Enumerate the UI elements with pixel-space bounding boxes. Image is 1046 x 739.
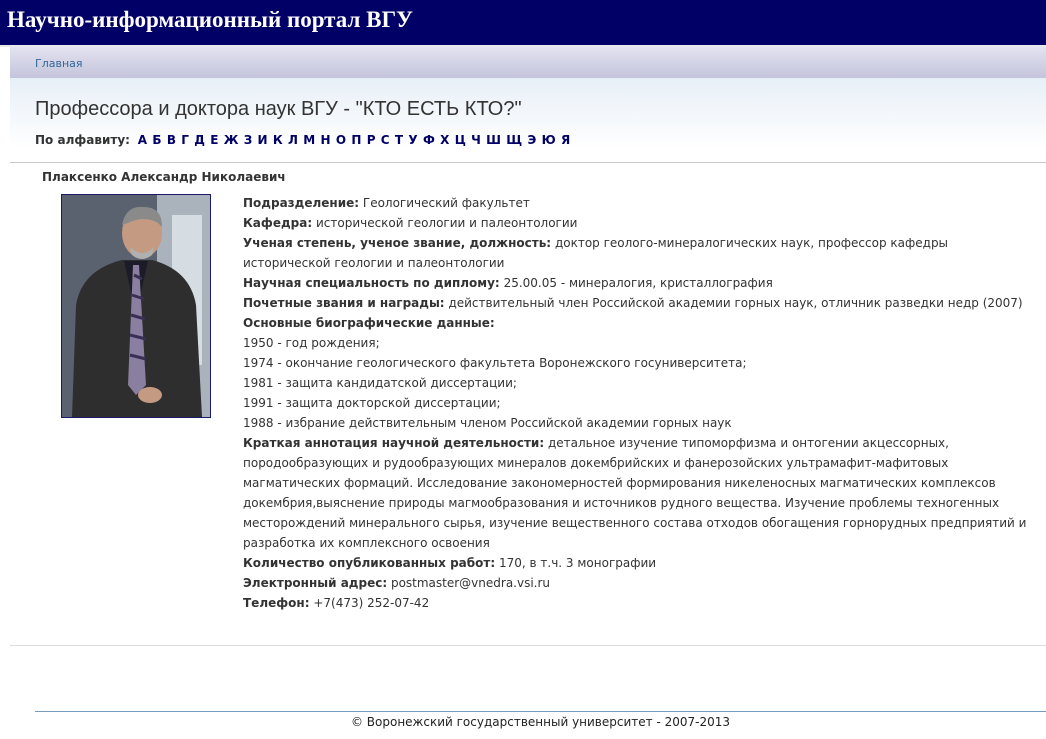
email-row: Электронный адрес: postmaster@vnedra.vsi.ru [243,576,551,590]
department-row: Подразделение: Геологический факультет [243,196,530,210]
bio-heading: Основные биографические данные: [243,316,495,330]
breadcrumb-bar [10,47,1046,78]
phone-value: +7(473) 252-07-42 [313,596,430,610]
bio-item: 1950 - год рождения; [243,336,380,350]
letter-link[interactable]: Х [440,133,450,147]
letter-link[interactable]: Л [287,133,298,147]
person-photo [61,194,211,418]
specialty-value: 25.00.05 - минералогия, кристаллография [503,276,773,290]
letter-link[interactable]: Б [152,133,162,147]
letter-link[interactable]: Д [194,133,205,147]
annotation-value: детальное изучение типоморфизма и онтогении акцессорных, породообразующих и рудообразующих минералов докембрийских и фанерозойских ультрамафит-мафитовых магматических формаций. Исследование закономерностей формирования никеленосных магматических комплексов докембрия,выяснение природы магмообразования и источников рудного вещества. Изучение проблемы техногенных месторождений минерального сырья, изучение вещественного состава отходов обогащения горнорудных предприятий и разработка их комплексного освоения [243,436,1027,550]
portrait-image [62,195,210,417]
department-value: Геологический факультет [362,196,530,210]
alphabet-index [35,133,576,147]
bio-item: 1981 - защита кандидатской диссертации; [243,376,517,390]
person-name: Плаксенко Александр Николаевич [42,170,286,184]
site-title: Научно-информационный портал ВГУ [7,7,413,32]
bio-item: 1988 - избрание действительным членом Российской академии горных наук [243,416,732,430]
chair-row: Кафедра: исторической геологии и палеонтологии [243,216,578,230]
letter-link[interactable]: О [335,133,347,147]
divider [10,162,1046,163]
content-bottom-border [10,645,1046,646]
alphabet-letters [138,133,576,147]
letter-link[interactable]: Ж [223,133,239,147]
letter-link[interactable]: А [137,133,148,147]
letter-link[interactable]: З [243,133,253,147]
letter-link[interactable]: Щ [506,133,523,147]
letter-link[interactable]: Э [527,133,537,147]
publications-row: Количество опубликованных работ: 170, в т.ч. 3 монографии [243,556,657,570]
awards-value: действительный член Российской академии горных наук, отличник разведки недр (2007) [448,296,1023,310]
publications-value: 170, в т.ч. 3 монографии [498,556,657,570]
letter-link[interactable]: Г [181,133,189,147]
letter-link[interactable]: Ш [486,133,501,147]
awards-row: Почетные звания и награды: действительный член Российской академии горных наук, отличник разведки недр (2007) [243,296,1023,310]
chair-value: исторической геологии и палеонтологии [315,216,578,230]
letter-link[interactable]: В [166,133,176,147]
letter-link[interactable]: Р [366,133,376,147]
letter-link[interactable]: У [408,133,418,147]
site-header [0,0,1046,45]
letter-link[interactable]: Т [394,133,404,147]
alphabet-label: По алфавиту: [35,133,130,147]
email-value[interactable]: postmaster@vnedra.vsi.ru [390,576,551,590]
footer-copyright: © Воронежский государственный университет - 2007-2013 [350,715,731,729]
bio-item: 1991 - защита докторской диссертации; [243,396,501,410]
letter-link[interactable]: Е [210,133,219,147]
footer-divider [35,711,1046,712]
letter-link[interactable]: П [351,133,362,147]
letter-link[interactable]: Ю [541,133,556,147]
letter-link[interactable]: Ц [454,133,466,147]
letter-link[interactable]: С [380,133,390,147]
letter-link[interactable]: Ф [422,133,435,147]
letter-link[interactable]: М [303,133,316,147]
bio-item: 1974 - окончание геологического факультета Воронежского госуниверситета; [243,356,747,370]
letter-link[interactable]: Н [320,133,331,147]
person-details [243,193,1038,613]
degree-value: доктор геолого-минералогических наук, профессор кафедры исторической геологии и палеонтологии [243,236,949,270]
annotation-row: Краткая аннотация научной деятельности: детальное изучение типоморфизма и онтогении акцессорных, породообразующих и рудообразующих минералов докембрийских и фанерозойских ультрамафит-мафитовых магматических формаций. Исследование закономерностей формирования никеленосных магматических комплексов докембрия,выяснение природы магмообразования и источников рудного вещества. Изучение проблемы техногенных месторождений минерального сырья, изучение вещественного состава отходов обогащения горнорудных предприятий и разработка их комплексного освоения [243,436,1027,550]
phone-row: Телефон: +7(473) 252-07-42 [243,596,430,610]
page-title: Профессора и доктора наук ВГУ - "КТО ЕСТЬ КТО?" [35,98,522,120]
specialty-row: Научная специальность по диплому: 25.00.05 - минералогия, кристаллография [243,276,773,290]
letter-link[interactable]: Я [560,133,571,147]
letter-link[interactable]: И [257,133,268,147]
home-link[interactable]: Главная [35,57,83,70]
letter-link[interactable]: Ч [471,133,481,147]
letter-link[interactable]: К [272,133,283,147]
degree-row: Ученая степень, ученое звание, должность: доктор геолого-минералогических наук, профессор кафедры исторической геологии и палеонтологии [243,236,949,270]
